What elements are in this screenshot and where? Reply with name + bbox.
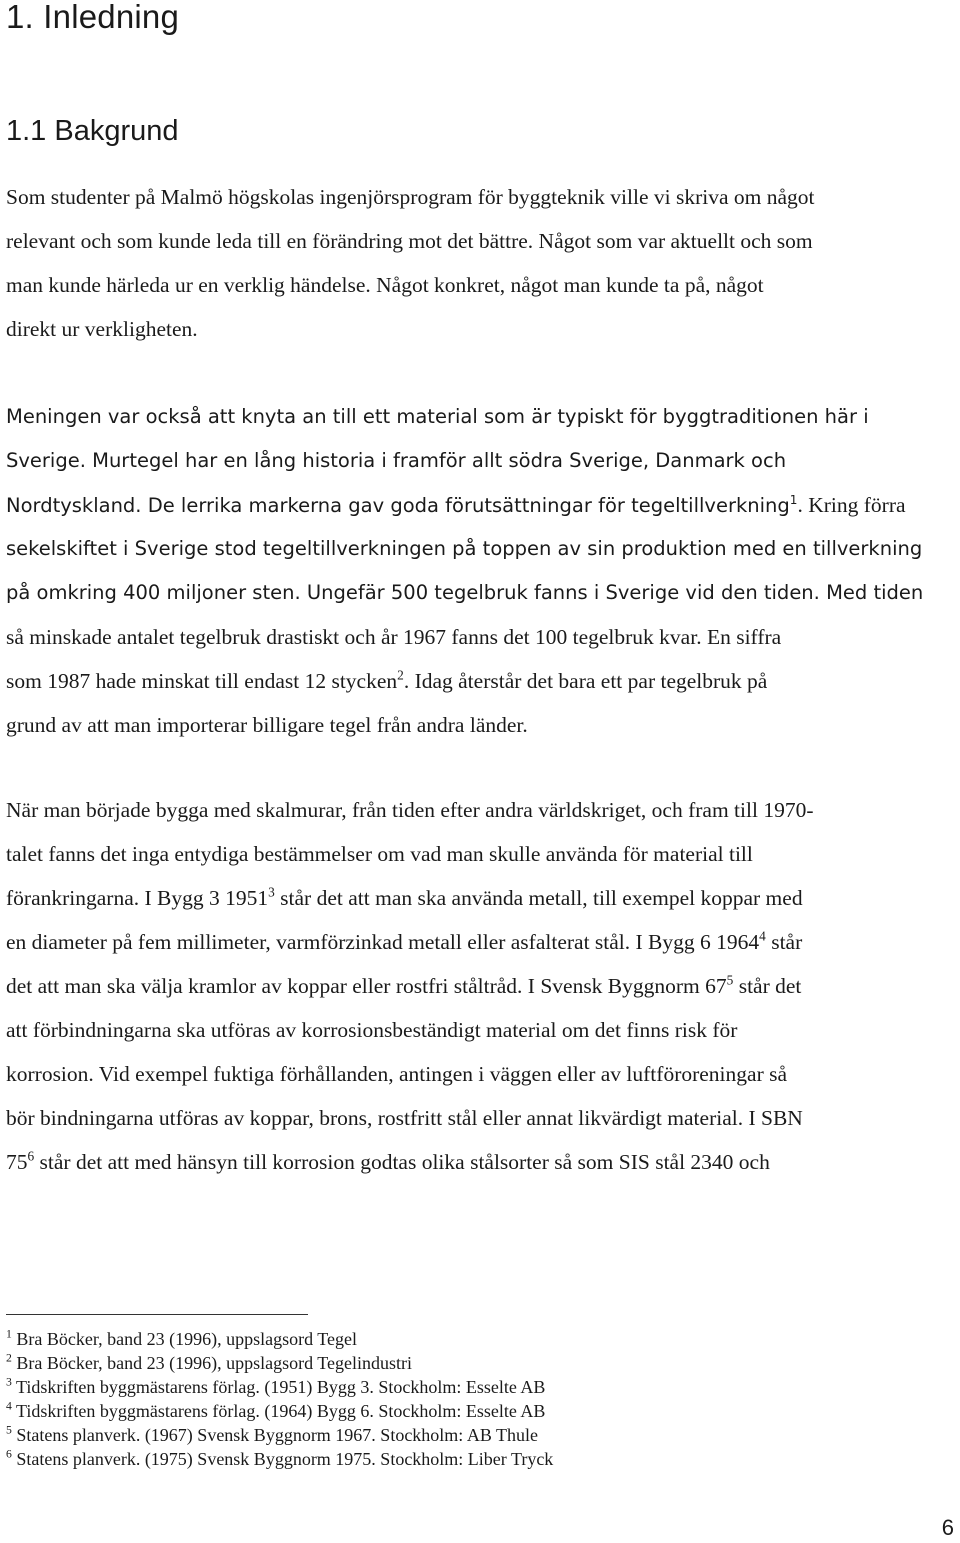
footnote-ref[interactable]: 3 bbox=[268, 884, 275, 900]
text-line: Sverige. Murtegel har en lång historia i framför allt södra Sverige, Danmark och bbox=[6, 449, 787, 472]
footnote-ref[interactable]: 6 bbox=[27, 1148, 35, 1164]
text-line bbox=[6, 876, 956, 920]
text-line: direkt ur verkligheten. bbox=[6, 317, 198, 341]
text-run: Nordtyskland. De lerrika markerna gav goda förutsättningar för tegeltillverkning bbox=[6, 494, 790, 517]
footnote-separator bbox=[6, 1314, 308, 1315]
text-run: står det bbox=[733, 974, 802, 998]
text-line: relevant och som kunde leda till en förändring mot det bättre. Något som var aktuellt och som bbox=[6, 229, 813, 253]
footnote-ref[interactable]: 5 bbox=[726, 972, 734, 988]
footnote-number: 6 bbox=[6, 1447, 12, 1461]
text-line bbox=[6, 659, 956, 703]
footnote-ref[interactable]: 4 bbox=[759, 928, 766, 944]
text-line: När man började bygga med skalmurar, från tiden efter andra världskriget, och fram till 1970- bbox=[6, 798, 814, 822]
text-run: förankringarna. I Bygg 3 1951 bbox=[6, 886, 269, 910]
text-line: talet fanns det inga entydiga bestämmelser om vad man skulle använda för material till bbox=[6, 842, 753, 866]
footnote-number: 4 bbox=[6, 1399, 12, 1413]
text-line: man kunde härleda ur en verklig händelse. Något konkret, något man kunde ta på, något bbox=[6, 273, 764, 297]
footnote-number: 5 bbox=[6, 1423, 12, 1437]
footnote bbox=[6, 1423, 906, 1447]
footnotes bbox=[6, 1327, 906, 1471]
footnote-number: 2 bbox=[6, 1351, 12, 1365]
text-line: bör bindningarna utföras av koppar, brons, rostfritt stål eller annat likvärdigt material. I SBN bbox=[6, 1106, 803, 1130]
text-line bbox=[6, 1140, 956, 1184]
text-line: så minskade antalet tegelbruk drastiskt och år 1967 fanns det 100 tegelbruk kvar. En siffra bbox=[6, 625, 782, 649]
section-heading: 1.1 Bakgrund bbox=[6, 115, 179, 147]
footnote-number: 1 bbox=[6, 1327, 12, 1341]
text-run: en diameter på fem millimeter, varmförzinkad metall eller asfalterat stål. I Bygg 6 1964 bbox=[6, 930, 760, 954]
footnote bbox=[6, 1351, 906, 1375]
text-run: . Idag återstår det bara ett par tegelbruk på bbox=[403, 669, 768, 693]
paragraph-tegel-history bbox=[6, 395, 956, 747]
footnote-text: Bra Böcker, band 23 (1996), uppslagsord Tegelindustri bbox=[16, 1353, 412, 1373]
text-line: korrosion. Vid exempel fuktiga förhållanden, antingen i väggen eller av luftföroreningar så bbox=[6, 1062, 788, 1086]
footnote-text: Statens planverk. (1975) Svensk Byggnorm 1975. Stockholm: Liber Tryck bbox=[16, 1449, 554, 1469]
text-run: som 1987 hade minskat till endast 12 stycken bbox=[6, 669, 398, 693]
text-run: står det att med hänsyn till korrosion godtas olika stålsorter så som SIS stål 2340 och bbox=[34, 1150, 770, 1174]
text-line: sekelskiftet i Sverige stod tegeltillverkningen på toppen av sin produktion med en tillverkning bbox=[6, 537, 923, 560]
text-run: står bbox=[765, 930, 803, 954]
footnote bbox=[6, 1447, 906, 1471]
footnote-ref[interactable]: 1 bbox=[789, 493, 798, 508]
text-line: grund av att man importerar billigare tegel från andra länder. bbox=[6, 713, 528, 737]
footnote-text: Tidskriften byggmästarens förlag. (1964) Bygg 6. Stockholm: Esselte AB bbox=[16, 1401, 546, 1421]
text-line bbox=[6, 920, 956, 964]
text-line bbox=[6, 483, 956, 527]
footnote bbox=[6, 1375, 906, 1399]
chapter-heading: 1. Inledning bbox=[6, 0, 180, 35]
text-line: på omkring 400 miljoner sten. Ungefär 500 tegelbruk fanns i Sverige vid den tiden. Med tiden bbox=[6, 581, 924, 604]
footnote-text: Statens planverk. (1967) Svensk Byggnorm 1967. Stockholm: AB Thule bbox=[16, 1425, 538, 1445]
text-run: står det att man ska använda metall, till exempel koppar med bbox=[274, 886, 803, 910]
text-line: Som studenter på Malmö högskolas ingenjörsprogram för byggteknik ville vi skriva om något bbox=[6, 185, 815, 209]
footnote-number: 3 bbox=[6, 1375, 12, 1389]
footnote-text: Tidskriften byggmästarens förlag. (1951) Bygg 3. Stockholm: Esselte AB bbox=[16, 1377, 546, 1397]
paragraph-skalmurar bbox=[6, 788, 956, 1184]
text-line bbox=[6, 964, 956, 1008]
text-line: att förbindningarna ska utföras av korrosionsbeständigt material om det finns risk för bbox=[6, 1018, 738, 1042]
text-run: . Kring förra bbox=[797, 493, 906, 517]
footnote-ref[interactable]: 2 bbox=[397, 667, 404, 683]
footnote bbox=[6, 1399, 906, 1423]
text-run: 75 bbox=[6, 1150, 28, 1174]
footnote-text: Bra Böcker, band 23 (1996), uppslagsord Tegel bbox=[16, 1329, 357, 1349]
text-line: Meningen var också att knyta an till ett material som är typiskt för byggtraditionen här i bbox=[6, 405, 869, 428]
page-number: 6 bbox=[941, 1515, 954, 1540]
paragraph-intro bbox=[6, 175, 956, 351]
text-run: det att man ska välja kramlor av koppar eller rostfri ståltråd. I Svensk Byggnorm 67 bbox=[6, 974, 727, 998]
footnote bbox=[6, 1327, 906, 1351]
